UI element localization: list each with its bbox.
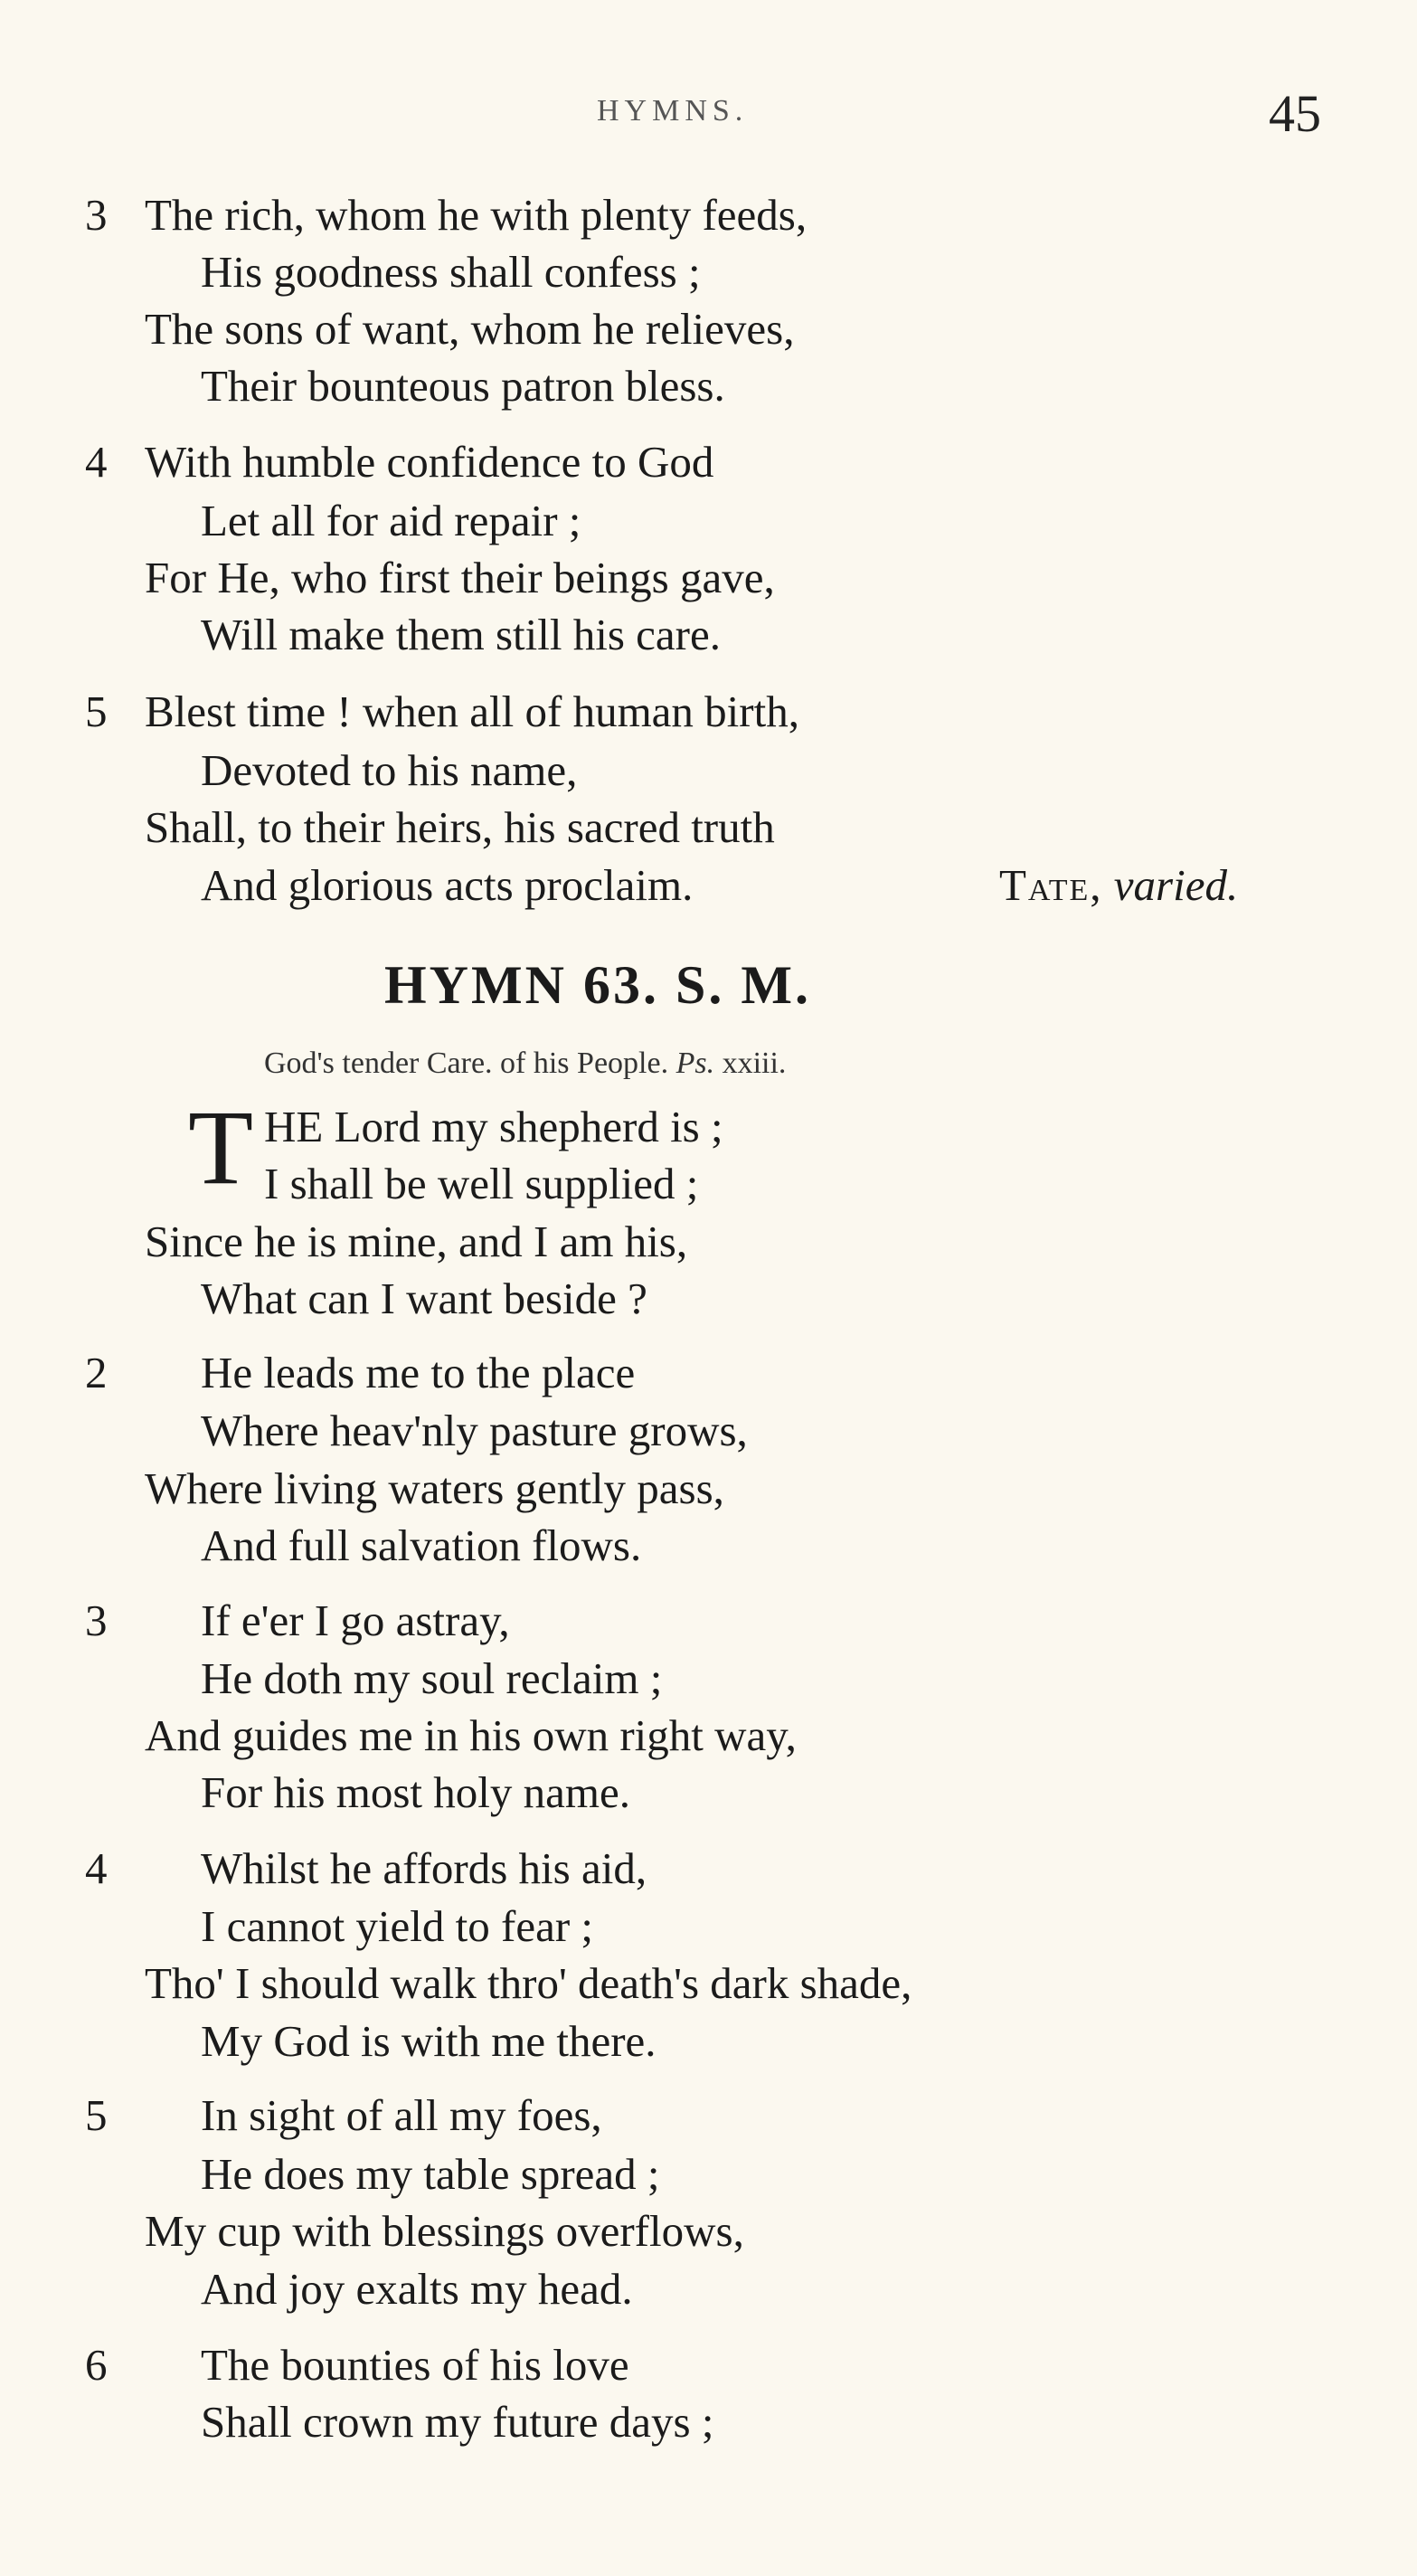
verse-line: And full salvation flows. bbox=[201, 1520, 642, 1570]
verse-number: 5 bbox=[85, 2090, 108, 2140]
drop-cap: T bbox=[188, 1088, 254, 1207]
verse-number: 6 bbox=[85, 2340, 108, 2390]
verse-number: 4 bbox=[85, 437, 108, 487]
verse-line: He leads me to the place bbox=[201, 1348, 636, 1397]
verse-line: Shall, to their heirs, his sacred truth bbox=[145, 802, 775, 852]
verse-line: Their bounteous patron bless. bbox=[201, 361, 725, 411]
verse-line: The rich, whom he with plenty feeds, bbox=[145, 190, 808, 240]
verse-line: Whilst he affords his aid, bbox=[201, 1843, 647, 1893]
verse-line: Let all for aid repair ; bbox=[201, 496, 581, 545]
psalm-number: xxiii. bbox=[722, 1046, 787, 1080]
verse-line: Tho' I should walk thro' death's dark shade, bbox=[145, 1958, 912, 2008]
verse-line: And joy exalts my head. bbox=[201, 2264, 633, 2314]
verse-line: Will make them still his care. bbox=[201, 610, 721, 659]
verse-line: I shall be well supplied ; bbox=[264, 1159, 699, 1208]
psalm-book: Ps. bbox=[675, 1046, 715, 1080]
verse-number: 5 bbox=[85, 687, 108, 736]
verse-number: 2 bbox=[85, 1348, 108, 1397]
verse-line: And guides me in his own right way, bbox=[145, 1710, 797, 1760]
verse-number: 3 bbox=[85, 1596, 108, 1645]
verse-line: Blest time ! when all of human birth, bbox=[145, 687, 799, 736]
verse-line: He doth my soul reclaim ; bbox=[201, 1653, 663, 1703]
verse-line: Where living waters gently pass, bbox=[145, 1463, 724, 1513]
verse-line: His goodness shall confess ; bbox=[201, 247, 701, 297]
hymn-subtitle bbox=[264, 1046, 786, 1081]
verse-line: The sons of want, whom he relieves, bbox=[145, 304, 795, 354]
attribution-note: varied. bbox=[1113, 860, 1239, 910]
verse-line: I cannot yield to fear ; bbox=[201, 1901, 594, 1951]
page-number: 45 bbox=[1269, 84, 1321, 143]
verse-line: For He, who first their beings gave, bbox=[145, 553, 775, 602]
attribution bbox=[999, 860, 1239, 910]
verse-line: With humble confidence to God bbox=[145, 437, 714, 487]
verse-line: The bounties of his love bbox=[201, 2340, 629, 2390]
verse-line: If e'er I go astray, bbox=[201, 1596, 510, 1645]
verse-line: And glorious acts proclaim. bbox=[201, 860, 694, 910]
attribution-author: Tate, bbox=[999, 860, 1103, 910]
verse-line: HE Lord my shepherd is ; bbox=[264, 1102, 723, 1151]
verse-line: My cup with blessings overflows, bbox=[145, 2206, 744, 2256]
verse-line: What can I want beside ? bbox=[201, 1274, 647, 1323]
verse-line: Shall crown my future days ; bbox=[201, 2397, 714, 2447]
subtitle-text: God's tender Care. of his People. bbox=[264, 1046, 669, 1080]
verse-line: He does my table spread ; bbox=[201, 2149, 660, 2199]
verse-line: My God is with me there. bbox=[201, 2016, 657, 2066]
verse-line: In sight of all my foes, bbox=[201, 2090, 602, 2140]
verse-line: Devoted to his name, bbox=[201, 745, 578, 795]
verse-line: Since he is mine, and I am his, bbox=[145, 1217, 688, 1266]
hymn-title: HYMN 63. S. M. bbox=[384, 955, 811, 1015]
verse-number: 4 bbox=[85, 1843, 108, 1893]
verse-number: 3 bbox=[85, 190, 108, 240]
verse-line: For his most holy name. bbox=[201, 1767, 631, 1817]
verse-line: Where heav'nly pasture grows, bbox=[201, 1406, 748, 1455]
running-title: HYMNS. bbox=[597, 94, 749, 128]
